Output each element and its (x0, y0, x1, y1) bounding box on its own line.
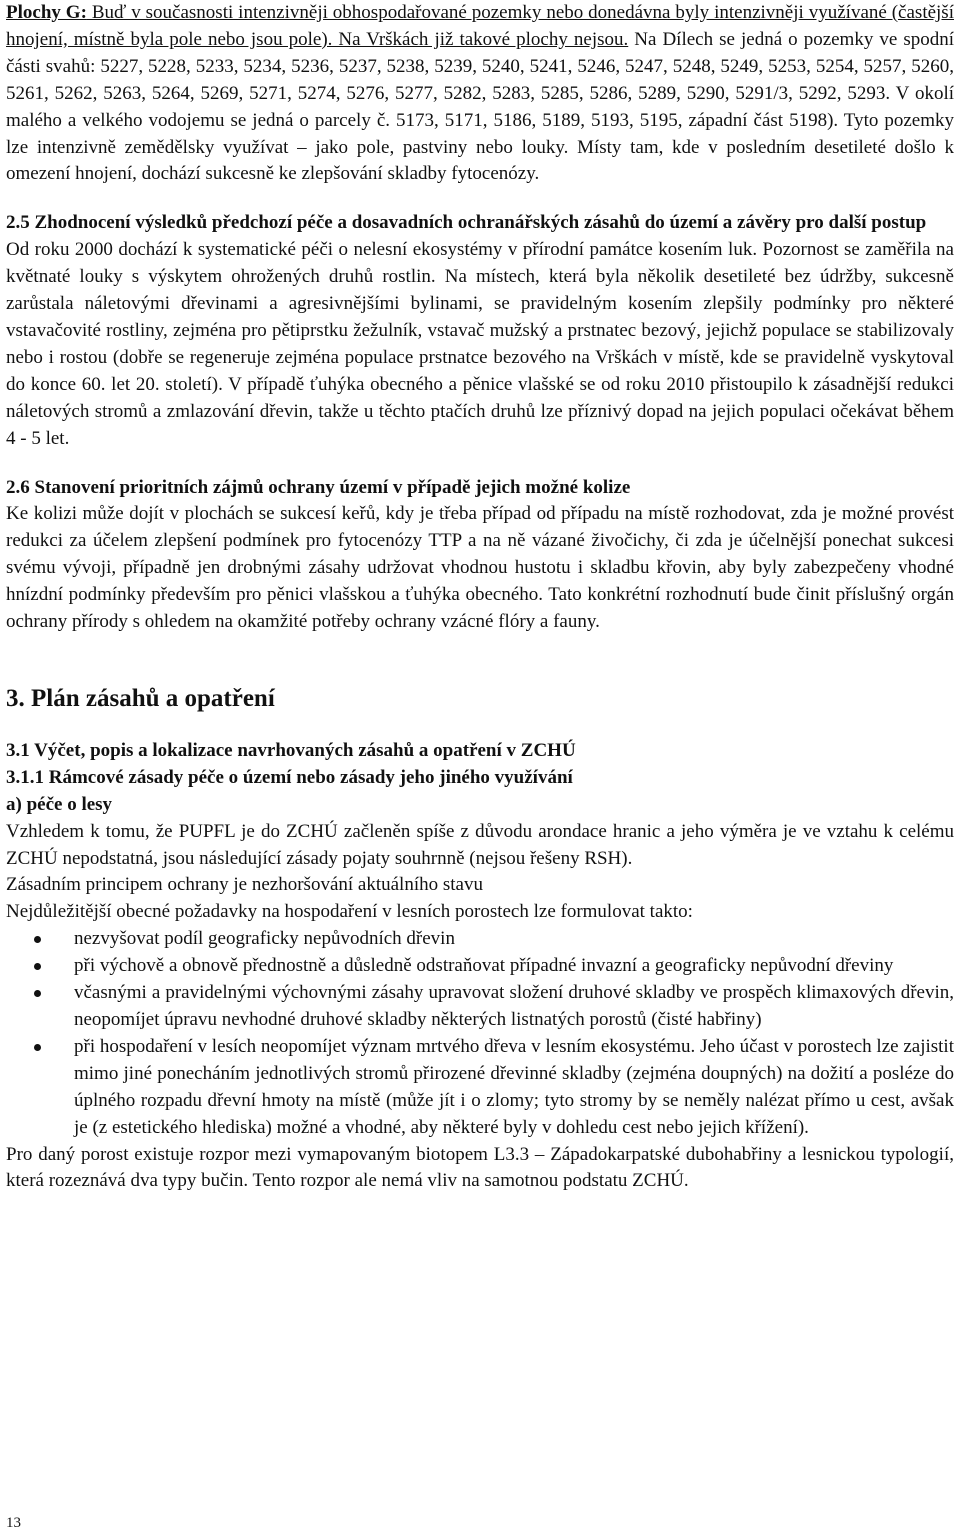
intro-rest-text: Na Dílech se jedná o pozemky ve spodní části svahů: 5227, 5228, 5233, 5234, 5236, 5237, 5238, 5239, 5240, 5241, 5246, 5247, 5248, 5249, 5253, 5254, 5257, 5260, 5261, 5262, 5263, 5264, 5269, 5271, 5274, 5276, 5277, 5282, 5283, 5285, 5286, 5289, 5290, 5291/3, 5292, 5293. V okolí malého a velkého vodojemu se jedná o parcely č. 5173, 5171, 5186, 5189, 5193, 5195, západní část 5198). Tyto pozemky lze intenzivně zemědělsky využívat – jako pole, pastviny nebo louky. Místy tam, kde v posledním desetileté došlo k omezení hnojení, dochází sukcesně ke zlepšování skladby fytocenózy. (6, 28, 954, 185)
spacer (6, 188, 954, 210)
intro-lead-text: Buď v současnosti intenzivněji obhospodařované pozemky nebo donedávna byly intenzivněji využívané (častější hnojení, místně byla pole nebo jsou pole). Na Vrškách již takové plochy nejsou. (6, 2, 954, 50)
page-number: 13 (6, 1515, 21, 1531)
list-item (6, 926, 954, 953)
section-2-6-heading: 2.6 Stanovení prioritních zájmů ochrany území v případě jejich možné kolize (6, 476, 631, 498)
list-item (6, 980, 954, 1034)
spacer (6, 453, 954, 475)
subsection-3-1-heading: 3.1 Výčet, popis a lokalizace navrhovaných zásahů a opatření v ZCHÚ (6, 739, 576, 761)
principle-paragraph: Zásadním principem ochrany je nezhoršování aktuálního stavu (6, 874, 483, 896)
list-item (6, 953, 954, 980)
list-item-text: nezvyšovat podíl geograficky nepůvodních dřevin (74, 928, 455, 950)
requirements-intro-paragraph: Nejdůležitější obecné požadavky na hospodaření v lesních porostech lze formulovat takto: (6, 901, 693, 923)
bullet-icon (34, 990, 41, 997)
list-item (6, 1034, 954, 1142)
chapter-3-title: 3. Plán zásahů a opatření (6, 684, 275, 712)
subsection-a-heading: a) péče o lesy (6, 793, 113, 815)
subsection-3-1-1-heading: 3.1.1 Rámcové zásady péče o území nebo zásady jeho jiného využívání (6, 766, 573, 788)
bullet-icon (34, 936, 41, 943)
bullet-icon (34, 1044, 41, 1051)
section-2-5-body: Od roku 2000 dochází k systematické péči o nelesní ekosystémy v přírodní památce kosením luk. Pozornost se zaměřila na květnaté louky s výskytem ohrožených druhů rostlin. Na místech, která byla několik desetileté bez údržby, sukcesně zarůstala náletovými dřevinami a agresivnějšími bylinami, se pravidelným kosením zlepšily podmínky pro některé vstavačovité rostliny, zejména pro pětiprstku žežulník, vstavač mužský a prstnatec bezový, jejichž populace se stabilizovaly nebo i rostou (dobře se regeneruje zejména populace prstnatce bezového na Vrškách v místě, kde se pravidelně vyskytoval do konce 60. let 20. století). V případě ťuhýka obecného a pěnice vlašské se od roku 2010 přistoupilo k zásadnější redukci náletových stromů a zmlazování dřevin, takže u těchto ptačích druhů lze příznivý dopad na jejich populaci očekávat během 4 - 5 let. (6, 239, 954, 449)
spacer (6, 716, 954, 738)
list-item-text: při hospodaření v lesích neopomíjet význam mrtvého dřeva v lesním ekosystému. Jeho účast v porostech lze zajistit mimo jiné ponecháním jednotlivých stromů přirozené dřevinné skladby (zejména doupných) na dožití a posléze do úplného rozpadu dřevní hmoty na místě (může jít i o zlomy; tyto stromy by se neměly nalézat přímo u cest, avšak je (z estetického hlediska) možné a vhodné, aby některé byly v dohledu cest nebo jejich křížení). (74, 1035, 954, 1138)
intro-paragraph (6, 0, 954, 188)
list-item-text: včasnými a pravidelnými výchovnými zásahy upravovat složení druhové skladby ve prospěch klimaxových dřevin, neopomíjet úpravu nevhodné druhové skladby některých listnatých porostů (čisté habřiny) (74, 982, 954, 1030)
biotope-paragraph: Pro daný porost existuje rozpor mezi vymapovaným biotopem L3.3 – Západokarpatské dubohabřiny a lesnickou typologií, která rozeznává dva typy bučin. Tento rozpor ale nemá vliv na samotnou podstatu ZCHÚ. (6, 1143, 954, 1192)
list-item-text: při výchově a obnově přednostně a důsledně odstraňovat případné invazní a geograficky nepůvodní dřeviny (74, 955, 894, 977)
requirements-list (6, 926, 954, 1141)
bullet-icon (34, 963, 41, 970)
intro-lead-label: Plochy G: (6, 2, 87, 23)
forest-intro-paragraph: Vzhledem k tomu, že PUPFL je do ZCHÚ začleněn spíše z důvodu arondace hranic a jeho výměra je ve vztahu k celému ZCHÚ nepodstatná, jsou následující zásady pojaty souhrnně (nejsou řešeny RSH). (6, 820, 954, 869)
spacer (6, 636, 954, 682)
section-2-5-heading: 2.5 Zhodnocení výsledků předchozí péče a dosavadních ochranářských zásahů do území a závěry pro další postup (6, 212, 927, 234)
section-2-6-body: Ke kolizi může dojít v plochách se sukcesí keřů, kdy je třeba případ od případu na místě rozhodovat, zda je možné provést redukci za účelem zlepšení podmínek pro fytocenózy TTP a na ně vázané živočichy, či zda je účelnější ponechat sukcesi svému vývoji, případně jen drobnými zásahy udržovat vhodnou hustotu i skladbu křovin, aby byly zabezpečeny vhodné hnízdní podmínky především pro pěnici vlašskou a ťuhýka obecného. Tato konkrétní rozhodnutí bude činit příslušný orgán ochrany přírody s ohledem na okamžité potřeby ochrany vzácné flóry a fauny. (6, 503, 954, 633)
